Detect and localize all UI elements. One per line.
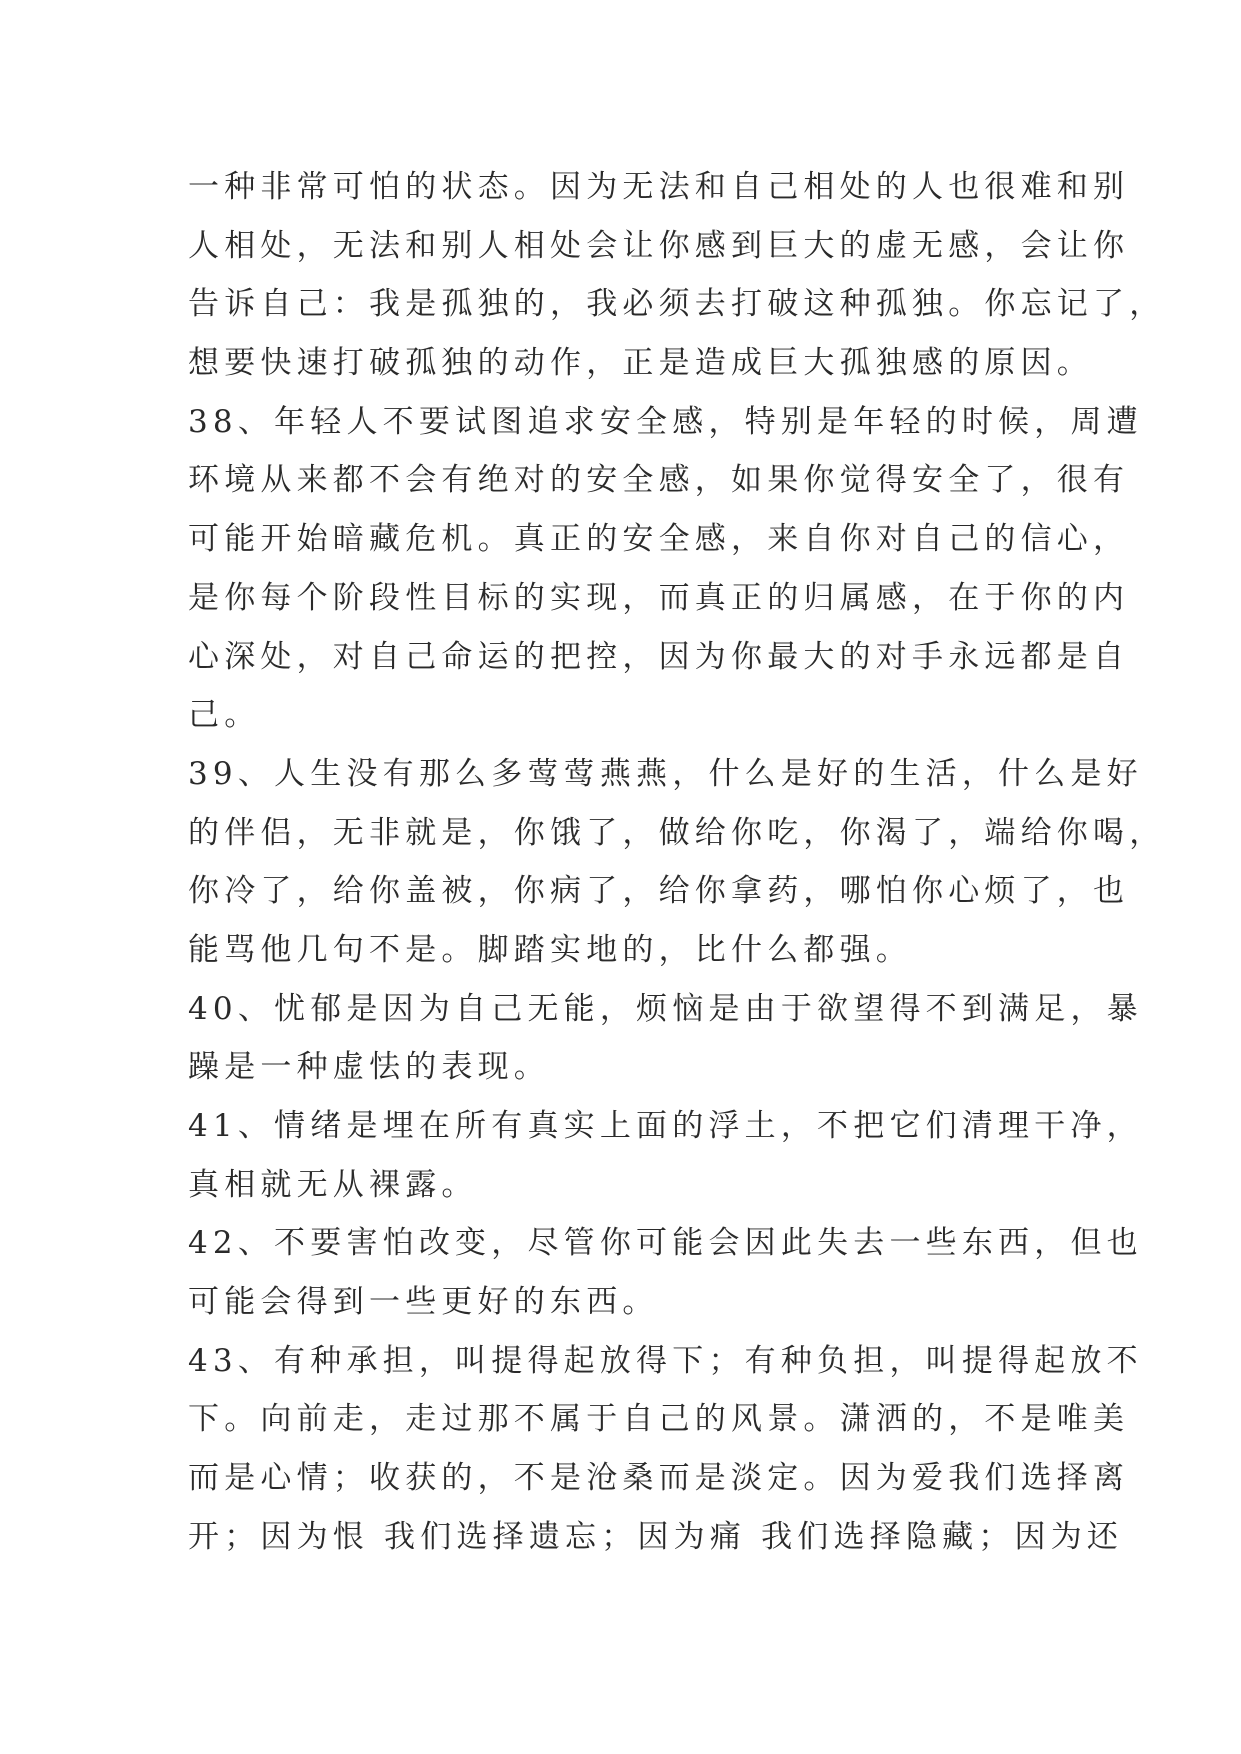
text-line: 人相处，无法和别人相处会让你感到巨大的虚无感，会让你 xyxy=(188,227,1130,264)
text-line: 41、情绪是埋在所有真实上面的浮土，不把它们清理干净， xyxy=(188,1108,1143,1144)
text-line: 环境从来都不会有绝对的安全感，如果你觉得安全了，很有 xyxy=(188,462,1130,499)
text-line: 能骂他几句不是。脚踏实地的，比什么都强。 xyxy=(188,931,912,968)
text-line: 40、忧郁是因为自己无能，烦恼是由于欲望得不到满足，暴 xyxy=(188,990,1143,1027)
text-line: 的伴侣，无非就是，你饿了，做给你吃，你渴了，端给你喝， xyxy=(188,814,1166,851)
text-line: 42、不要害怕改变，尽管你可能会因此失去一些东西，但也 xyxy=(188,1225,1143,1262)
text-line: 开；因为恨 我们选择遗忘；因为痛 我们选择隐藏；因为还 xyxy=(188,1518,1124,1555)
text-line: 告诉自己：我是孤独的，我必须去打破这种孤独。你忘记了， xyxy=(188,286,1166,323)
text-line: 而是心情；收获的，不是沧桑而是淡定。因为爱我们选择离 xyxy=(188,1460,1130,1497)
text-line: 38、年轻人不要试图追求安全感，特别是年轻的时候，周遭 xyxy=(188,403,1143,440)
body-text xyxy=(188,158,1166,1567)
text-line: 39、人生没有那么多莺莺燕燕，什么是好的生活，什么是好 xyxy=(188,755,1143,792)
text-line: 己。 xyxy=(188,697,261,734)
text-line: 真相就无从裸露。 xyxy=(188,1166,478,1203)
text-line: 43、有种承担，叫提得起放得下；有种负担，叫提得起放不 xyxy=(188,1342,1143,1379)
text-line: 可能会得到一些更好的东西。 xyxy=(188,1284,659,1321)
text-line: 可能开始暗藏危机。真正的安全感，来自你对自己的信心， xyxy=(188,521,1130,558)
text-line: 你冷了，给你盖被，你病了，给你拿药，哪怕你心烦了，也 xyxy=(188,873,1130,910)
text-line: 心深处，对自己命运的把控，因为你最大的对手永远都是自 xyxy=(188,638,1130,675)
text-line: 下。向前走，走过那不属于自己的风景。潇洒的，不是唯美 xyxy=(188,1401,1130,1438)
text-line: 是你每个阶段性目标的实现，而真正的归属感，在于你的内 xyxy=(188,579,1130,616)
text-line: 一种非常可怕的状态。因为无法和自己相处的人也很难和别 xyxy=(188,169,1130,205)
text-line: 想要快速打破孤独的动作，正是造成巨大孤独感的原因。 xyxy=(188,345,1093,382)
text-line: 躁是一种虚怯的表现。 xyxy=(188,1049,550,1086)
